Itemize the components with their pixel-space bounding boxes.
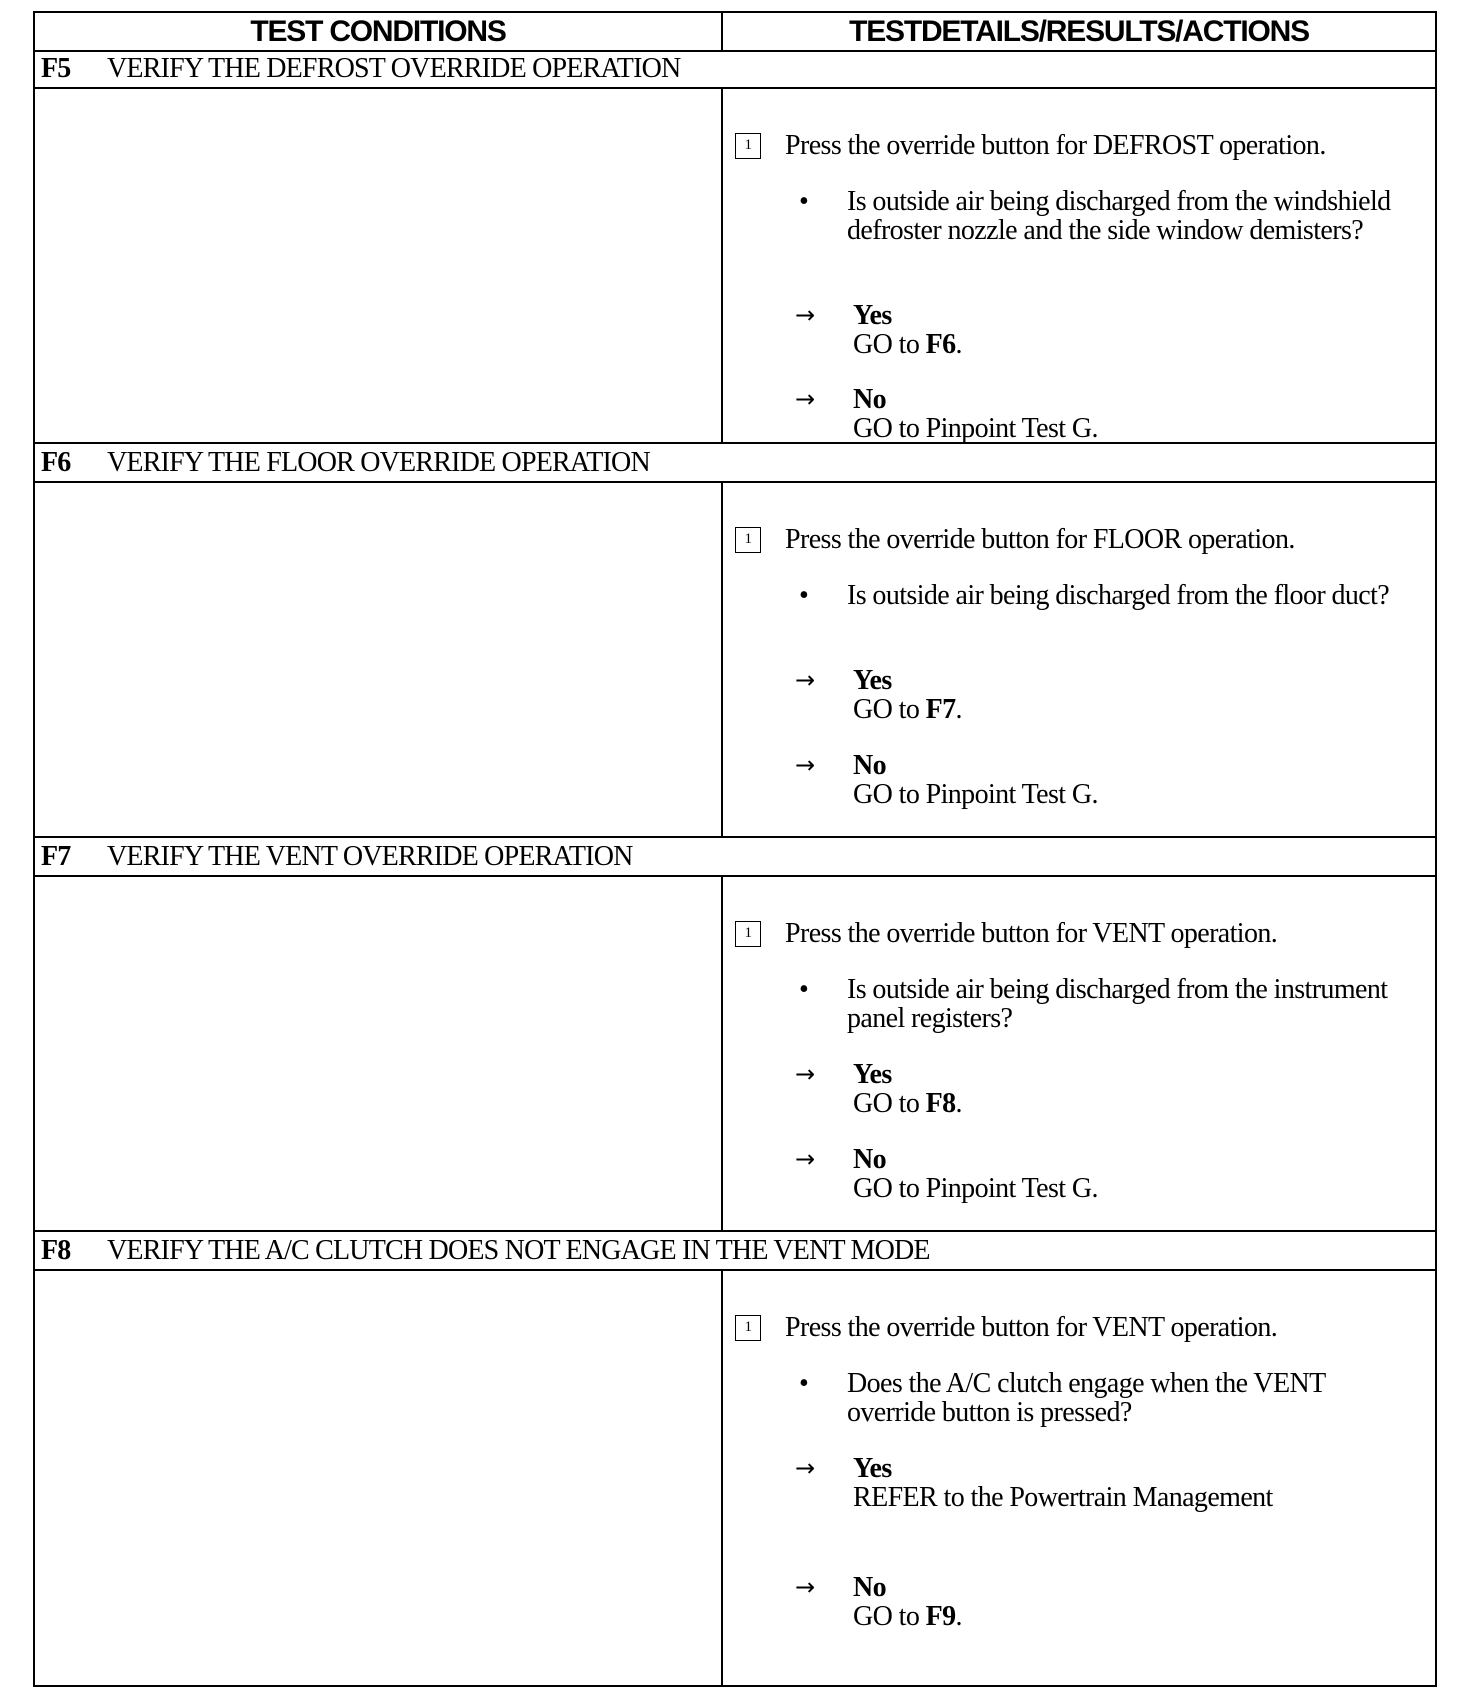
step-text: Press the override button for DEFROST operation. xyxy=(785,130,1326,161)
answer-action: GO to F9. xyxy=(853,1601,962,1632)
answer-action: GO to Pinpoint Test G. xyxy=(853,779,1098,810)
section-body xyxy=(35,877,1435,1230)
answer-action: GO to F6. xyxy=(853,329,962,360)
answer-action: REFER to the Powertrain Management xyxy=(853,1482,1273,1513)
section-f8 xyxy=(35,1232,1435,1685)
arrow-right-icon: → xyxy=(795,1060,815,1088)
section-f7 xyxy=(35,838,1435,1230)
answer-action: GO to Pinpoint Test G. xyxy=(853,1173,1098,1204)
step xyxy=(735,131,1326,161)
header-test-conditions: TEST CONDITIONS xyxy=(35,13,723,50)
section-title xyxy=(35,444,1435,483)
diagnostic-table xyxy=(33,11,1437,1687)
arrow-right-icon: → xyxy=(795,751,815,779)
step-reference: F6 xyxy=(925,329,956,360)
section-title xyxy=(35,1232,1435,1271)
test-conditions-cell xyxy=(35,1271,723,1685)
section-id: F6 xyxy=(41,447,71,478)
step-text: Press the override button for VENT operation. xyxy=(785,1312,1278,1343)
question-text: Does the A/C clutch engage when the VENT override button is pressed? xyxy=(847,1368,1326,1428)
arrow-right-icon: → xyxy=(795,385,815,413)
step-reference: F8 xyxy=(925,1088,956,1119)
section-body xyxy=(35,89,1435,442)
section-f6 xyxy=(35,444,1435,836)
bullet-icon: • xyxy=(799,1368,809,1399)
bullet-icon: • xyxy=(799,186,809,217)
test-conditions-cell xyxy=(35,483,723,836)
step xyxy=(735,525,1295,555)
arrow-right-icon: → xyxy=(795,1573,815,1601)
test-conditions-cell xyxy=(35,89,723,442)
answer-label: Yes xyxy=(853,665,892,696)
answer-action: GO to Pinpoint Test G. xyxy=(853,413,1098,444)
step-text: Press the override button for FLOOR operation. xyxy=(785,524,1295,555)
step-number-box: 1 xyxy=(735,527,761,553)
section-f5 xyxy=(35,50,1435,442)
step-reference: F7 xyxy=(925,694,956,725)
answer-label: Yes xyxy=(853,1059,892,1090)
step-number-box: 1 xyxy=(735,1315,761,1341)
arrow-right-icon: → xyxy=(795,666,815,694)
test-details-cell xyxy=(725,483,1435,836)
bullet-icon: • xyxy=(799,974,809,1005)
section-body xyxy=(35,1271,1435,1685)
step xyxy=(735,1313,1277,1343)
step-number-box: 1 xyxy=(735,921,761,947)
answer-label: Yes xyxy=(853,1453,892,1484)
section-id: F5 xyxy=(41,53,71,84)
section-body xyxy=(35,483,1435,836)
section-id: F8 xyxy=(41,1235,71,1266)
section-title-text: VERIFY THE A/C CLUTCH DOES NOT ENGAGE IN THE VENT MODE xyxy=(107,1235,930,1266)
question-text: Is outside air being discharged from the instrument panel registers? xyxy=(847,974,1388,1034)
answer-label: No xyxy=(853,1572,887,1603)
question-text: Is outside air being discharged from the floor duct? xyxy=(847,580,1390,611)
answer-label: No xyxy=(853,1144,887,1175)
answer-action: GO to F7. xyxy=(853,694,962,725)
answer-action: GO to F8. xyxy=(853,1088,962,1119)
step-reference: F9 xyxy=(925,1601,956,1632)
answer-label: Yes xyxy=(853,300,892,331)
step-number-box: 1 xyxy=(735,133,761,159)
section-title xyxy=(35,838,1435,877)
test-details-cell xyxy=(725,1271,1435,1685)
section-title xyxy=(35,50,1435,89)
section-title-text: VERIFY THE VENT OVERRIDE OPERATION xyxy=(107,841,633,872)
test-details-cell xyxy=(725,877,1435,1230)
step-text: Press the override button for VENT operation. xyxy=(785,918,1278,949)
question-text: Is outside air being discharged from the windshield defroster nozzle and the side window demisters? xyxy=(847,186,1391,246)
header-test-details: TESTDETAILS/RESULTS/ACTIONS xyxy=(849,15,1309,48)
answer-label: No xyxy=(853,750,887,781)
bullet-icon: • xyxy=(799,580,809,611)
section-title-text: VERIFY THE FLOOR OVERRIDE OPERATION xyxy=(107,447,650,478)
test-details-cell xyxy=(725,89,1435,442)
section-title-text: VERIFY THE DEFROST OVERRIDE OPERATION xyxy=(107,53,681,84)
arrow-right-icon: → xyxy=(795,1145,815,1173)
section-id: F7 xyxy=(41,841,71,872)
step xyxy=(735,919,1277,949)
arrow-right-icon: → xyxy=(795,1454,815,1482)
test-conditions-cell xyxy=(35,877,723,1230)
arrow-right-icon: → xyxy=(795,301,815,329)
table-header xyxy=(35,13,1435,52)
answer-label: No xyxy=(853,384,887,415)
